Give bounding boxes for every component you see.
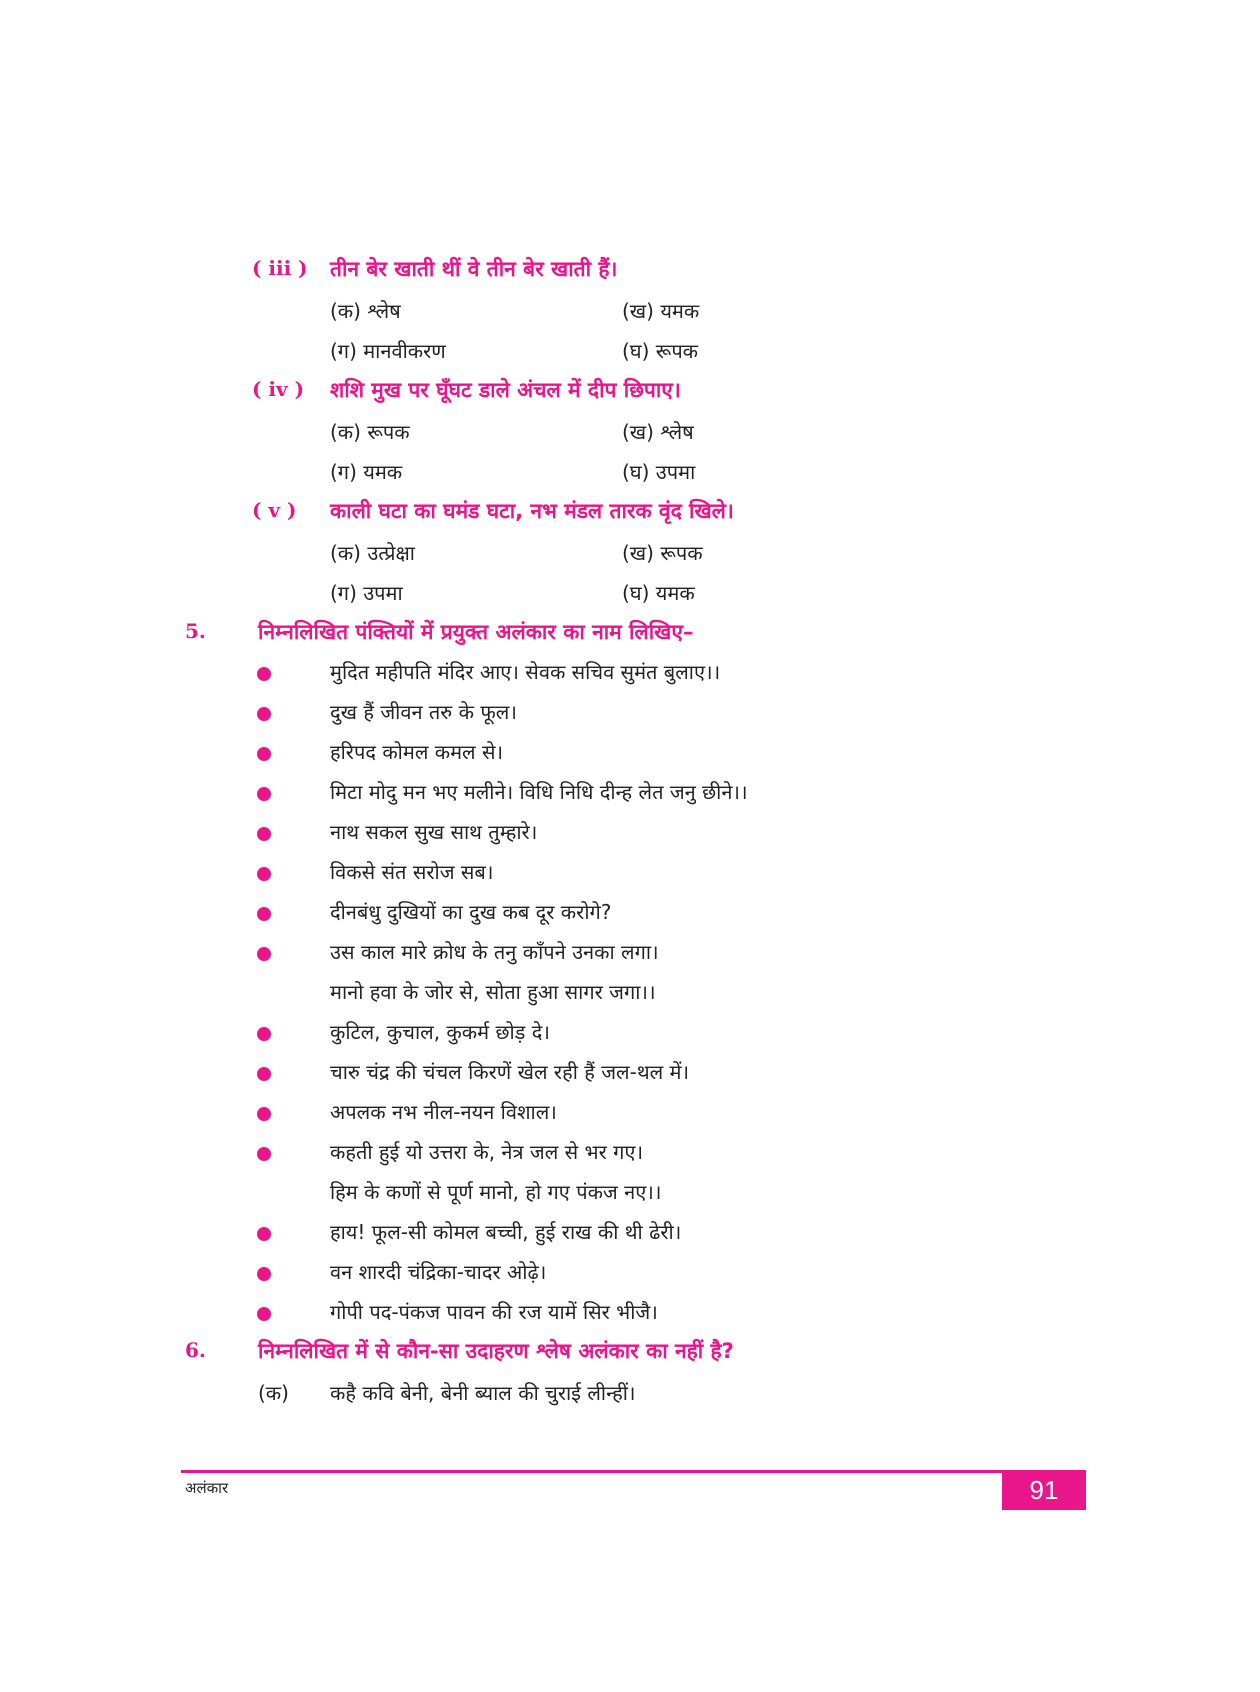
option-iii-gha: (घ) रूपक [622,339,699,363]
list-item: चारु चंद्र की चंचल किरणें खेल रही हैं जल-थल में। [330,1060,690,1084]
option-v-kha: (ख) रूपक [622,541,703,565]
list-item: अपलक नभ नील-नयन विशाल। [330,1100,557,1124]
list-item-continuation: हिम के कणों से पूर्ण मानो, हो गए पंकज नए।। [330,1180,662,1204]
bullet-icon [257,667,271,681]
list-item: विकसे संत सरोज सब। [330,860,494,884]
list-item: वन शारदी चंद्रिका-चादर ओढ़े। [330,1260,547,1284]
list-item: मुदित महीपति मंदिर आए। सेवक सचिव सुमंत बुलाए।। [330,660,721,684]
question-text-iv: शशि मुख पर घूँघट डाले अंचल में दीप छिपाए। [330,378,681,402]
question-number-iv: ( iv ) [252,377,305,401]
option-v-gha: (घ) यमक [622,581,695,605]
question-text-iii: तीन बेर खाती थीं वे तीन बेर खाती हैं। [330,257,618,281]
option-iii-ga: (ग) मानवीकरण [330,339,446,363]
footer-chapter-label: अलंकार [185,1479,229,1497]
question-number-iii: ( iii ) [252,256,308,280]
bullet-icon [257,1307,271,1321]
option-iv-ga: (ग) यमक [330,460,403,484]
option-v-ga: (ग) उपमा [330,581,403,605]
page-number: 91 [1002,1470,1086,1510]
bullet-icon [257,827,271,841]
question-number-5: 5. [185,619,206,643]
list-item: दीनबंधु दुखियों का दुख कब दूर करोगे? [330,900,612,924]
bullet-icon [257,907,271,921]
bullet-icon [257,747,271,761]
option-v-ka: (क) उत्प्रेक्षा [330,541,415,565]
bullet-icon [257,1027,271,1041]
option-label-ka: (क) [258,1381,289,1405]
bullet-icon [257,867,271,881]
option-text-ka: कहै कवि बेनी, बेनी ब्याल की चुराई लीन्हीं। [330,1381,636,1405]
question-number-v: ( v ) [252,498,297,522]
list-item: गोपी पद-पंकज पावन की रज यामें सिर भीजै। [330,1300,658,1324]
list-item: हाय! फूल-सी कोमल बच्ची, हुई राख की थी ढेरी। [330,1220,682,1244]
list-item: नाथ सकल सुख साथ तुम्हारे। [330,820,538,844]
bullet-icon [257,1107,271,1121]
list-item: दुख हैं जीवन तरु के फूल। [330,700,517,724]
list-item: हरिपद कोमल कमल से। [330,740,504,764]
list-item: उस काल मारे क्रोध के तनु काँपने उनका लगा। [330,940,659,964]
list-item: मिटा मोदु मन भए मलीने। विधि निधि दीन्ह लेत जनु छीने।। [330,780,748,804]
bullet-icon [257,787,271,801]
bullet-icon [257,1227,271,1241]
bullet-icon [257,1147,271,1161]
bullet-icon [257,707,271,721]
list-item: कुटिल, कुचाल, कुकर्म छोड़ दे। [330,1020,550,1044]
option-iv-ka: (क) रूपक [330,420,410,444]
option-iv-kha: (ख) श्लेष [622,420,694,444]
question-number-6: 6. [185,1338,206,1362]
option-iii-kha: (ख) यमक [622,299,700,323]
question-text-6: निम्नलिखित में से कौन-सा उदाहरण श्लेष अलंकार का नहीं है? [258,1339,734,1363]
footer-divider [181,1470,1013,1473]
option-iv-gha: (घ) उपमा [622,460,696,484]
list-item: कहती हुई यो उत्तरा के, नेत्र जल से भर गए। [330,1140,644,1164]
bullet-icon [257,1067,271,1081]
question-text-v: काली घटा का घमंड घटा, नभ मंडल तारक वृंद खिले। [330,499,734,523]
bullet-icon [257,947,271,961]
question-text-5: निम्नलिखित पंक्तियों में प्रयुक्त अलंकार का नाम लिखिए– [258,620,694,644]
list-item-continuation: मानो हवा के जोर से, सोता हुआ सागर जगा।। [330,980,656,1004]
bullet-icon [257,1267,271,1281]
option-iii-ka: (क) श्लेष [330,299,401,323]
